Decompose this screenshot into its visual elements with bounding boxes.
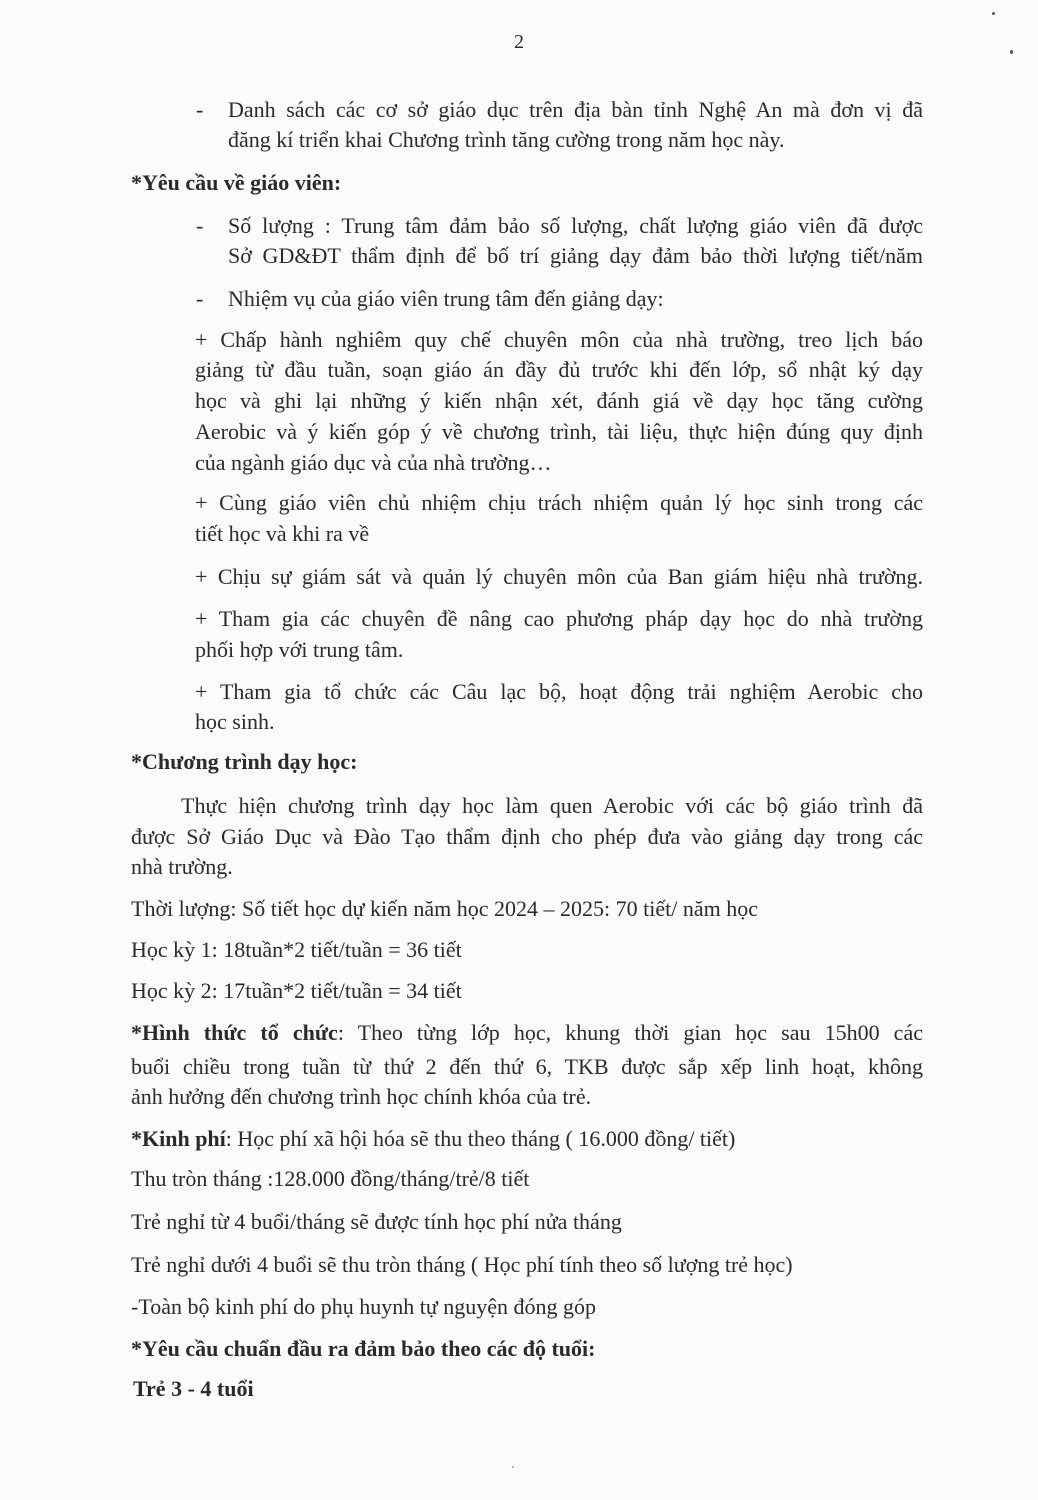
funding-absent-over: Trẻ nghỉ từ 4 buổi/tháng sẽ được tính học phí nửa tháng (131, 1209, 622, 1234)
section-heading-program: *Chương trình dạy học: (131, 749, 358, 774)
bullet-line: Danh sách các cơ sở giáo dục trên địa bàn tỉnh Nghệ An mà đơn vị đã (228, 97, 923, 122)
organization-line: buổi chiều trong tuần từ thứ 2 đến thứ 6, TKB được sắp xếp linh hoạt, không (131, 1054, 923, 1079)
section-heading-teachers: *Yêu cầu về giáo viên: (131, 170, 342, 195)
duty-line: Aerobic và ý kiến góp ý về chương trình, tài liệu, thực hiện đúng quy định (195, 419, 923, 444)
bullet-dash: - (196, 213, 204, 238)
bullet-line: đăng kí triển khai Chương trình tăng cường trong năm học này. (228, 127, 785, 152)
semester-1-line: Học kỳ 1: 18tuần*2 tiết/tuần = 36 tiết (131, 937, 462, 962)
semester-2-line: Học kỳ 2: 17tuần*2 tiết/tuần = 34 tiết (131, 978, 462, 1003)
bullet-dash: - (196, 286, 204, 311)
duty-line: + Chịu sự giám sát và quản lý chuyên môn của Ban giám hiệu nhà trường. (195, 564, 923, 589)
quantity-line: Số lượng : Trung tâm đảm bảo số lượng, chất lượng giáo viên đã được (228, 213, 923, 238)
scan-speck (992, 12, 995, 15)
duty-line: + Tham gia tổ chức các Câu lạc bộ, hoạt động trải nghiệm Aerobic cho (195, 679, 923, 704)
duty-line: học và ghi lại những ý kiến nhận xét, đánh giá về dạy học tăng cường (195, 388, 923, 413)
funding-absent-under: Trẻ nghỉ dưới 4 buổi sẽ thu tròn tháng ( Học phí tính theo số lượng trẻ học) (131, 1252, 793, 1277)
organization-line (131, 1018, 923, 1048)
duty-line: phối hợp với trung tâm. (195, 637, 404, 662)
duty-line: + Tham gia các chuyên đề nâng cao phương pháp dạy học do nhà trường (195, 606, 923, 631)
quantity-line: Sở GD&ĐT thẩm định để bố trí giảng dạy đảm bảo thời lượng tiết/năm (228, 243, 923, 268)
program-paragraph-line: Thực hiện chương trình dạy học làm quen Aerobic với các bộ giáo trình đã (181, 793, 923, 818)
program-paragraph-line: được Sở Giáo Dục và Đào Tạo thẩm định cho phép đưa vào giảng dạy trong các (131, 824, 923, 849)
section-heading-outcomes: *Yêu cầu chuẩn đầu ra đảm bảo theo các độ tuổi: (131, 1336, 596, 1361)
funding-label: *Kinh phí (131, 1126, 226, 1151)
organization-line: ảnh hưởng đến chương trình học chính khóa của trẻ. (131, 1084, 592, 1109)
program-paragraph-line: nhà trường. (131, 854, 233, 879)
organization-label: *Hình thức tổ chức (131, 1020, 338, 1045)
duty-line: tiết học và khi ra về (195, 521, 370, 546)
duration-line: Thời lượng: Số tiết học dự kiến năm học 2024 – 2025: 70 tiết/ năm học (131, 896, 758, 921)
duty-line: học sinh. (195, 709, 275, 734)
duty-line: + Cùng giáo viên chủ nhiệm chịu trách nhiệm quản lý học sinh trong các (195, 490, 923, 515)
funding-voluntary: -Toàn bộ kinh phí do phụ huynh tự nguyện đóng góp (131, 1294, 597, 1319)
duties-intro: Nhiệm vụ của giáo viên trung tâm đến giảng dạy: (228, 286, 664, 311)
duty-line: giảng từ đầu tuần, soạn giáo án đầy đủ trước khi đến lớp, sổ nhật ký dạy (195, 357, 923, 382)
duty-line: + Chấp hành nghiêm quy chế chuyên môn của nhà trường, treo lịch báo (195, 327, 923, 352)
organization-text: : Theo từng lớp học, khung thời gian học sau 15h00 các (337, 1020, 923, 1045)
duty-line: của ngành giáo dục và của nhà trường… (195, 450, 552, 475)
funding-line (131, 1124, 735, 1154)
bullet-dash: - (196, 97, 204, 122)
funding-text: : Học phí xã hội hóa sẽ thu theo tháng ( 16.000 đồng/ tiết) (225, 1126, 736, 1151)
scan-speck (512, 1466, 514, 1468)
page-number: 2 (514, 31, 524, 53)
age-group-heading: Trẻ 3 - 4 tuổi (133, 1376, 254, 1401)
funding-monthly: Thu tròn tháng :128.000 đồng/tháng/trẻ/8 tiết (131, 1166, 530, 1191)
